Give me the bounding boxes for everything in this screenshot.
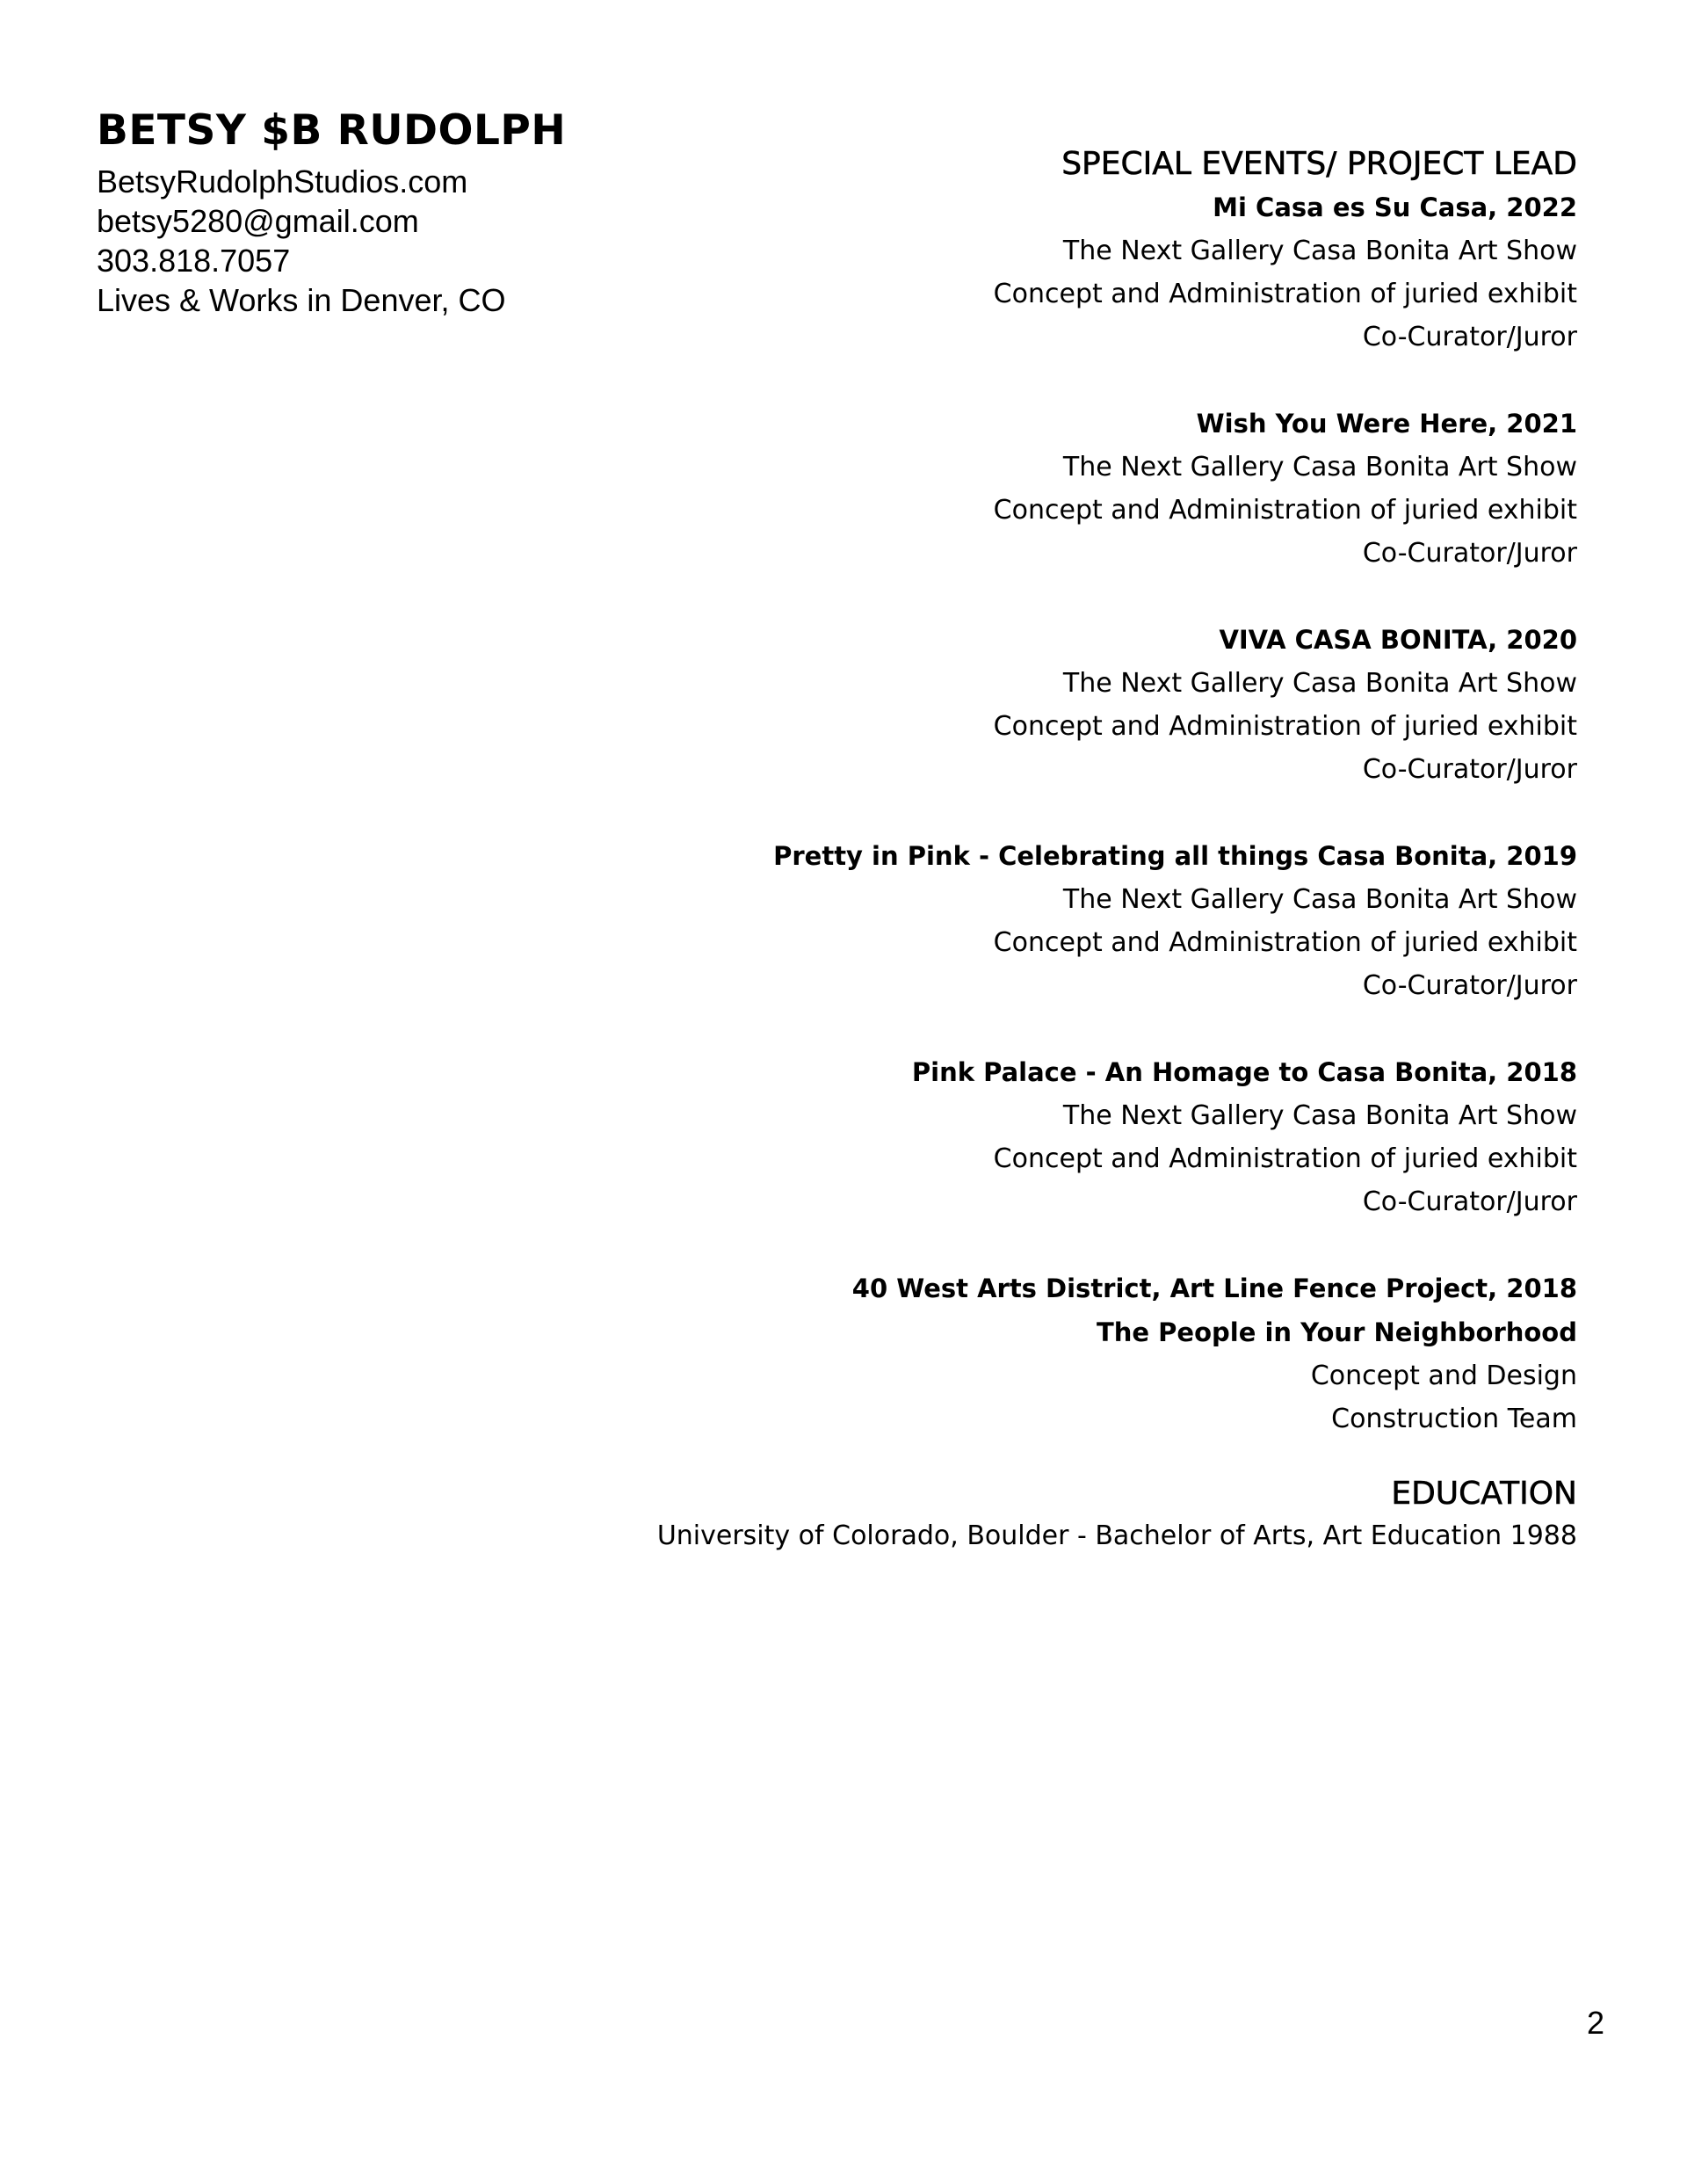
event-role: Concept and Administration of juried exhibit [993,495,1577,526]
event-title: Wish You Were Here, 2021 [1196,409,1577,439]
special-events-heading: SPECIAL EVENTS/ PROJECT LEAD [1061,146,1577,182]
event-subtitle: The People in Your Neighborhood [1096,1317,1577,1347]
event-entry [523,185,1577,359]
email-link[interactable]: betsy5280@gmail.com [97,203,419,239]
event-title: VIVA CASA BONITA, 2020 [1219,625,1577,655]
event-entry [523,402,1577,575]
event-role: Co-Curator/Juror [1362,538,1577,569]
event-title: Mi Casa es Su Casa, 2022 [1213,192,1577,222]
website-link[interactable]: BetsyRudolphStudios.com [97,163,468,200]
education-heading: EDUCATION [1391,1476,1577,1512]
event-entry [523,1050,1577,1223]
location: Lives & Works in Denver, CO [97,282,506,318]
event-venue: The Next Gallery Casa Bonita Art Show [1062,884,1577,915]
event-venue: The Next Gallery Casa Bonita Art Show [1062,1100,1577,1131]
artist-name: BETSY $B RUDOLPH [97,106,567,155]
event-entry [523,1266,1577,1440]
event-role: Concept and Administration of juried exhibit [993,711,1577,742]
event-role: Concept and Design [1310,1360,1577,1391]
event-role: Co-Curator/Juror [1362,1186,1577,1217]
event-title: 40 West Arts District, Art Line Fence Project, 2018 [851,1273,1577,1303]
event-venue: The Next Gallery Casa Bonita Art Show [1062,452,1577,483]
event-title: Pink Palace - An Homage to Casa Bonita, 2018 [911,1057,1577,1087]
event-role: Co-Curator/Juror [1362,754,1577,785]
event-venue: The Next Gallery Casa Bonita Art Show [1062,236,1577,266]
page-number: 2 [1586,2005,1604,2041]
event-entry [523,618,1577,791]
event-venue: The Next Gallery Casa Bonita Art Show [1062,668,1577,699]
event-role: Concept and Administration of juried exhibit [993,279,1577,309]
event-role: Concept and Administration of juried exhibit [993,1143,1577,1174]
education-entry: University of Colorado, Boulder - Bachelor of Arts, Art Education 1988 [656,1520,1577,1551]
event-role: Co-Curator/Juror [1362,322,1577,352]
event-role: Co-Curator/Juror [1362,970,1577,1001]
event-title: Pretty in Pink - Celebrating all things Casa Bonita, 2019 [773,841,1577,871]
phone-number: 303.818.7057 [97,243,291,279]
event-role: Concept and Administration of juried exhibit [993,927,1577,958]
resume-content [523,143,1577,1557]
event-entry [523,834,1577,1007]
event-role: Construction Team [1331,1404,1577,1434]
